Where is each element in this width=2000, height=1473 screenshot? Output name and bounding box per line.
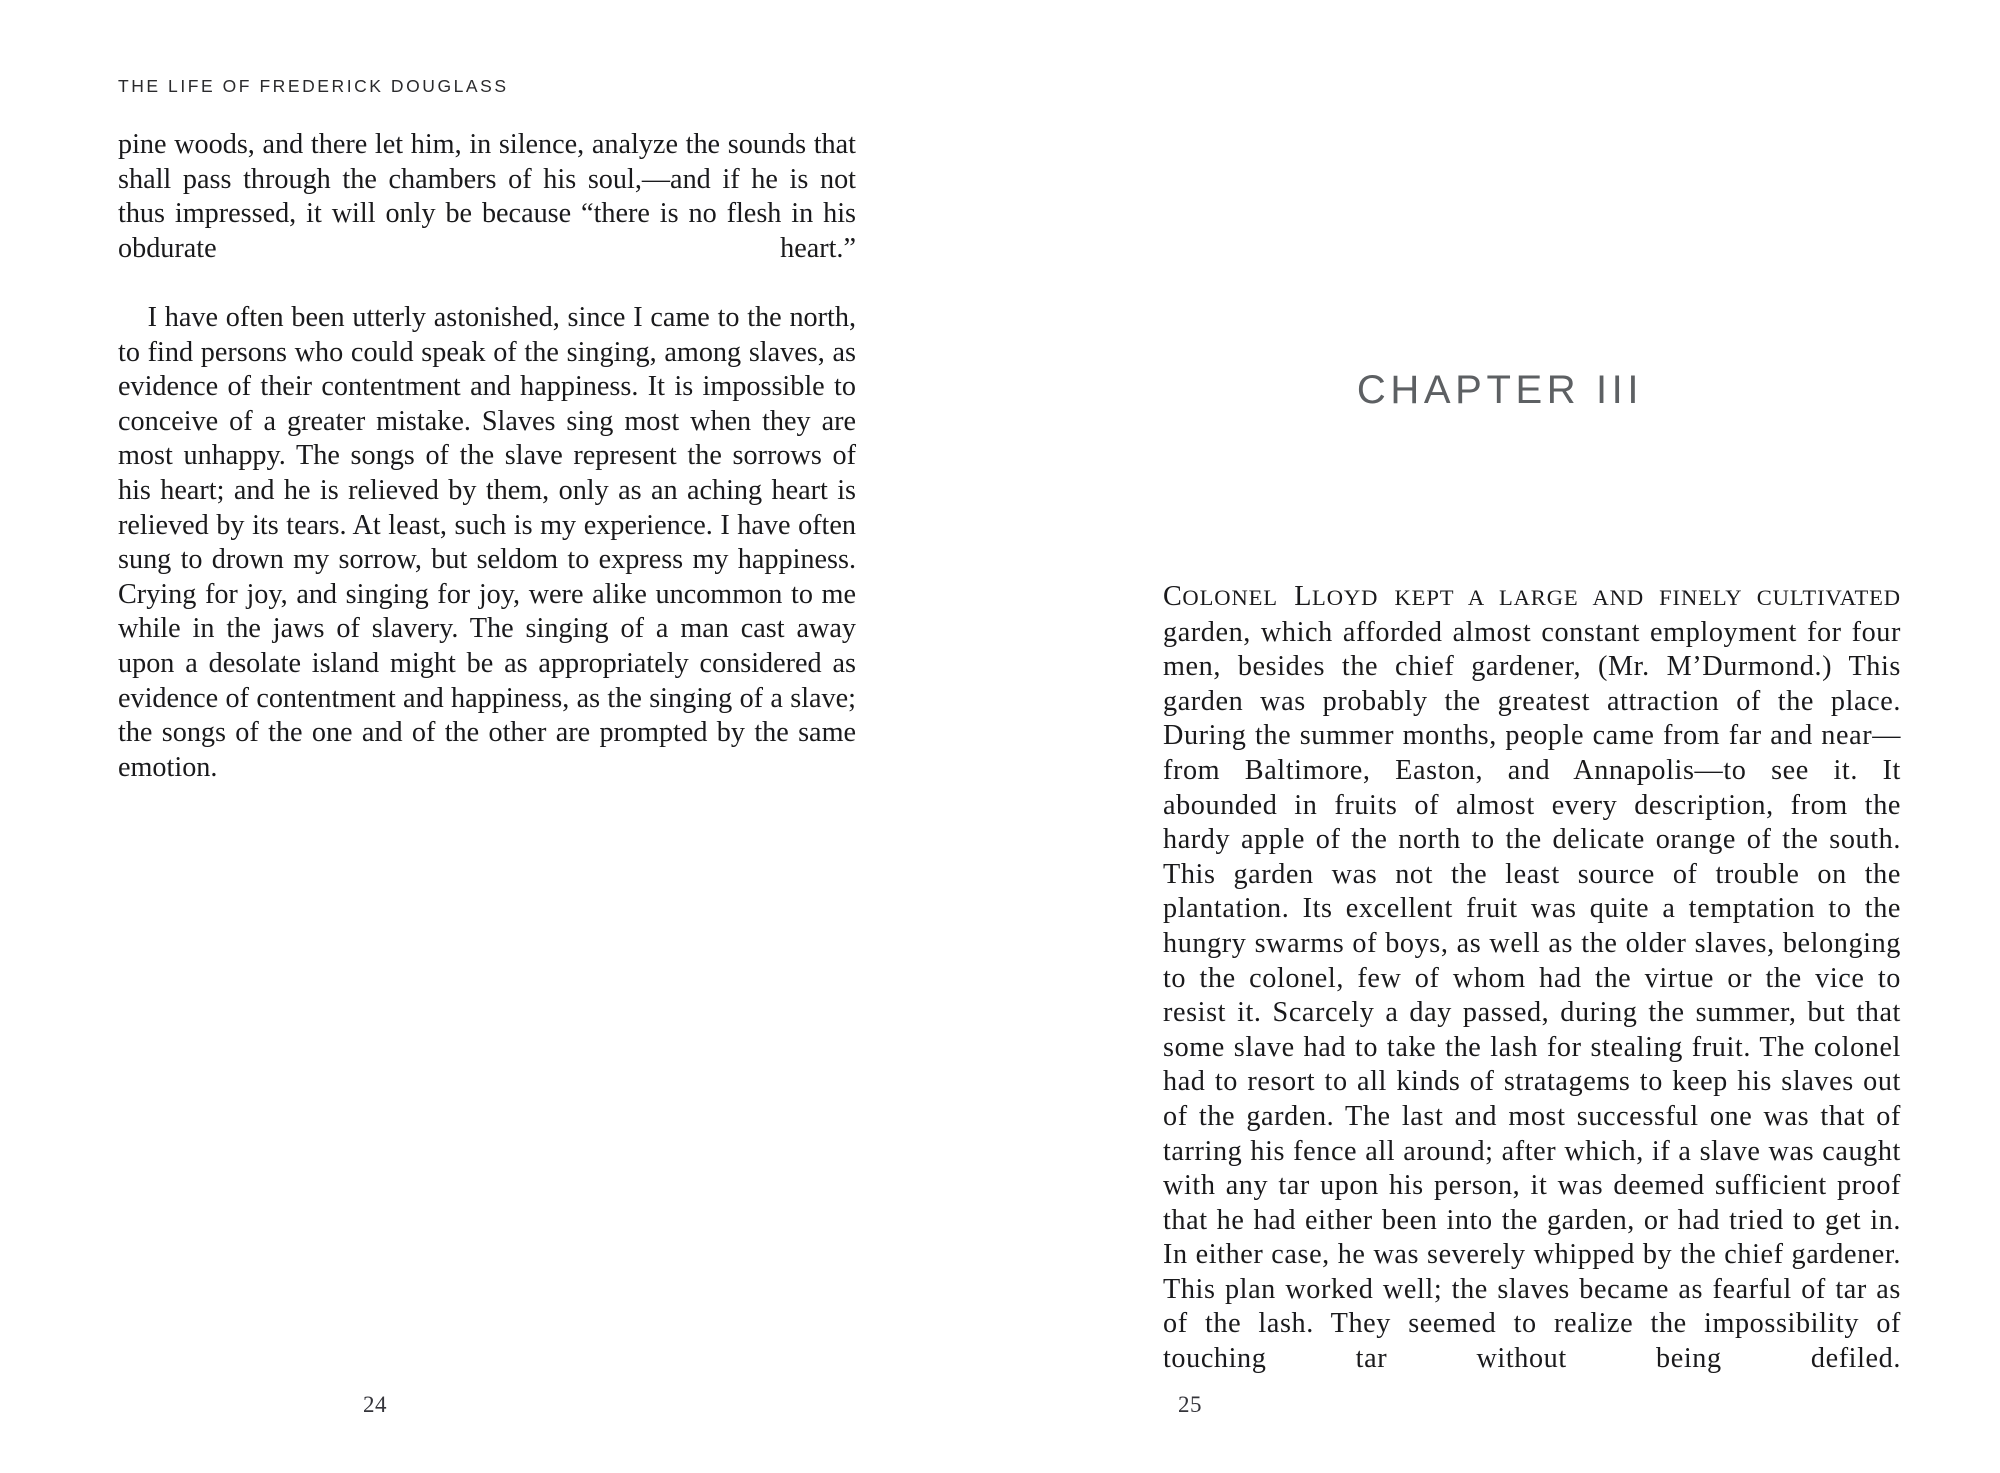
chapter-title: CHAPTER III [1356, 368, 1644, 412]
opening-initial-c: C [1163, 581, 1183, 612]
opening-word-lloyd: LOYD [1312, 585, 1379, 610]
opening-smallcaps-run: KEPT A LARGE AND FINELY CULTIVATED [1394, 585, 1901, 610]
page-number: 25 [1178, 1392, 1202, 1417]
right-page [1000, 0, 2000, 1473]
opening-initial-l: L [1294, 581, 1313, 612]
paragraph: pine woods, and there let him, in silence, analyze the sounds that shall pass through the chambers of his soul,—and if he is not thus impressed, it will only be because “there is no flesh in his obdurate heart.” [118, 129, 856, 264]
running-head: THE LIFE OF FREDERICK DOUGLASS [118, 76, 509, 96]
chapter-body-text: garden, which afforded almost constant employment for four men, besides the chief gardener, (Mr. M’Durmond.) This garden was probably the greatest attraction of the place. During the summer months, people came from far and near—from Baltimore, Easton, and Annapolis—to see it. It abounded in fruits of almost every description, from the hardy apple of the north to the delicate orange of the south. This garden was not the least source of trouble on the plantation. Its excellent fruit was quite a temptation to the hungry swarms of boys, as well as the older slaves, belonging to the colonel, few of whom had the virtue or the vice to resist it. Scarcely a day passed, during the summer, but that some slave had to take the lash for stealing fruit. The colonel had to resort to all kinds of stratagems to keep his slaves out of the garden. The last and most successful one was that of tarring his fence all around; after which, if a slave was caught with any tar upon his person, it was deemed sufficient proof that he had either been into the garden, or had tried to get in. In either case, he was severely whipped by the chief gardener. This plan worked well; the slaves became as fearful of tar as of the lash. They seemed to realize the impossibility of touching tar without being defiled. [1163, 616, 1901, 1375]
paragraph: I have often been utterly astonished, since I came to the north, to find persons who could speak of the singing, among slaves, as evidence of their contentment and happiness. It is impossible to conceive of a greater mistake. Slaves sing most when they are most unhappy. The songs of the slave represent the sorrows of his heart; and he is relieved by them, only as an aching heart is relieved by its tears. At least, such is my experience. I have often sung to drown my sorrow, but seldom to express my happiness. Crying for joy, and singing for joy, were alike uncommon to me while in the jaws of slavery. The singing of a man cast away upon a desolate island might be as appropriately considered as evidence of contentment and happiness, as the singing of a slave; the songs of the one and of the other are prompted by the same emotion. [118, 301, 856, 783]
chapter-opening-paragraph [1163, 580, 1901, 1411]
page-number: 24 [363, 1392, 387, 1417]
right-page-text-block [1163, 580, 1901, 1411]
left-page-text-block [118, 128, 856, 820]
opening-word-colonel: OLONEL [1182, 585, 1278, 610]
